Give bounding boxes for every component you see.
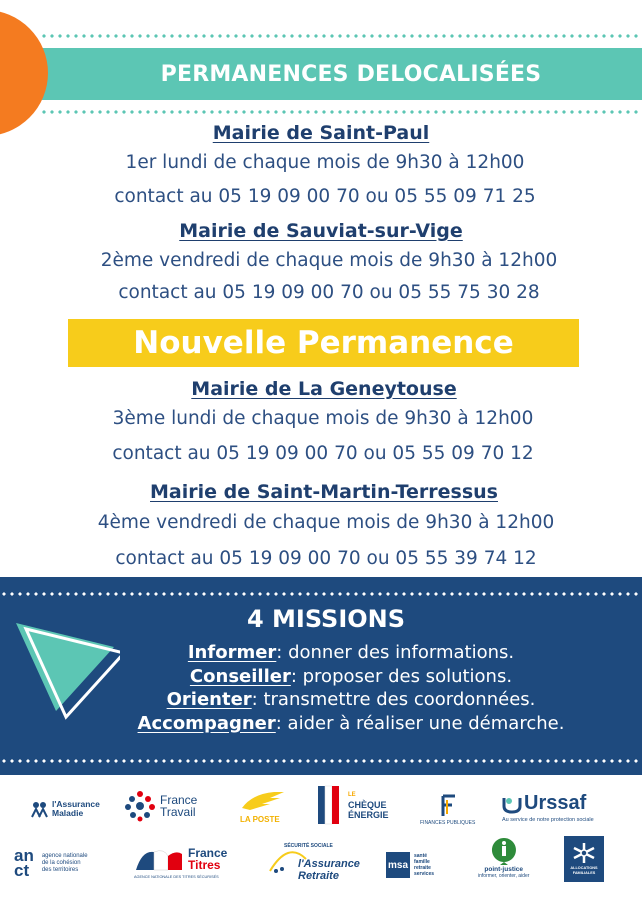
logo-text: ct bbox=[14, 861, 30, 880]
permanence-saint-paul bbox=[0, 120, 642, 214]
assurance-maladie-logo bbox=[30, 800, 100, 818]
anct-logo bbox=[14, 848, 88, 878]
permanence-sauviat bbox=[0, 218, 642, 308]
mission-description: : proposer des solutions. bbox=[290, 665, 513, 687]
mission-keyword: Orienter bbox=[166, 689, 252, 710]
france-titres-logo bbox=[134, 846, 227, 879]
dotted-divider-white-bottom bbox=[0, 759, 642, 763]
permanence-la-geneytouse bbox=[0, 376, 642, 472]
logo-text: agence nationale bbox=[41, 852, 88, 859]
logo-text: l'Assurance bbox=[298, 858, 360, 870]
allocations-familiales-logo bbox=[564, 836, 604, 882]
header-band bbox=[40, 48, 642, 100]
page-title: PERMANENCES DELOCALISÉES bbox=[160, 61, 542, 87]
logo-text: FAMILIALES bbox=[572, 871, 596, 875]
mission-keyword: Conseiller bbox=[189, 665, 291, 687]
logo-text: CHÈQUE bbox=[348, 800, 387, 810]
assurance-maladie-icon bbox=[30, 800, 50, 818]
town-name: Mairie de Saint-Paul bbox=[212, 122, 430, 144]
urssaf-icon bbox=[502, 794, 522, 814]
urssaf-logo bbox=[502, 792, 594, 823]
partner-logos bbox=[0, 778, 642, 910]
schedule-text: 1er lundi de chaque mois de 9h30 à 12h00 bbox=[125, 152, 525, 173]
logo-tagline: AGENCE NATIONALE DES TITRES SÉCURISÉS bbox=[134, 875, 219, 879]
logo-text: SÉCURITÉ SOCIALE bbox=[284, 843, 333, 849]
dotted-divider-top bbox=[40, 34, 642, 38]
logo-text: France bbox=[160, 793, 198, 807]
new-permanence-label: Nouvelle Permanence bbox=[133, 325, 514, 361]
point-justice-logo bbox=[478, 836, 529, 879]
mission-description: : aider à réaliser une démarche. bbox=[275, 712, 565, 734]
new-permanence-banner bbox=[68, 319, 579, 367]
missions-section bbox=[0, 577, 642, 775]
orange-circle-decoration bbox=[0, 10, 48, 136]
mission-keyword: Accompagner bbox=[137, 712, 276, 734]
mission-item bbox=[60, 712, 642, 736]
caf-snowflake-icon bbox=[572, 842, 596, 864]
town-name: Mairie de Sauviat-sur-Vige bbox=[179, 220, 463, 242]
contact-text: contact au 05 19 09 00 70 ou 05 55 75 30 28 bbox=[118, 282, 540, 303]
mission-description: : transmettre des coordonnées. bbox=[251, 689, 536, 710]
town-name: Mairie de Saint-Martin-Terressus bbox=[150, 481, 498, 503]
cheque-energie-logo bbox=[316, 784, 389, 826]
point-justice-icon bbox=[490, 836, 518, 866]
logo-text: msa bbox=[386, 852, 410, 878]
logo-text: des territoires bbox=[41, 866, 79, 873]
france-travail-logo bbox=[124, 790, 197, 822]
france-travail-icon bbox=[124, 790, 156, 822]
dotted-divider-bottom bbox=[40, 110, 642, 114]
logo-text: point-justice bbox=[484, 866, 524, 873]
logo-text: an bbox=[14, 846, 34, 865]
mission-item bbox=[60, 665, 642, 689]
dotted-divider-white-top bbox=[0, 592, 642, 596]
finances-publiques-logo bbox=[420, 794, 475, 826]
france-titres-flag-icon bbox=[134, 846, 184, 872]
permanence-saint-martin bbox=[0, 479, 642, 577]
logo-tagline: Au service de notre protection sociale bbox=[502, 817, 594, 823]
logo-text: Urssaf bbox=[524, 792, 587, 814]
mission-description: : donner des informations. bbox=[276, 642, 515, 663]
logo-text: famille bbox=[414, 859, 430, 865]
assurance-retraite-logo bbox=[266, 840, 360, 882]
town-name: Mairie de La Geneytouse bbox=[191, 378, 457, 400]
contact-text: contact au 05 19 09 00 70 ou 05 55 09 71 25 bbox=[114, 186, 536, 207]
la-poste-logo bbox=[240, 790, 286, 824]
schedule-text: 3ème lundi de chaque mois de 9h30 à 12h00 bbox=[112, 408, 534, 429]
mission-item bbox=[60, 688, 642, 712]
logo-text: LA POSTE bbox=[240, 815, 280, 824]
logo-text: France bbox=[188, 846, 228, 860]
schedule-text: 4ème vendredi de chaque mois de 9h30 à 12h00 bbox=[97, 512, 555, 533]
logo-text: l'Assurance bbox=[52, 799, 100, 809]
schedule-text: 2ème vendredi de chaque mois de 9h30 à 12h00 bbox=[100, 250, 558, 271]
logo-text: FINANCES PUBLIQUES bbox=[420, 820, 476, 826]
logo-text: retraite bbox=[414, 865, 431, 871]
contact-text: contact au 05 19 09 00 70 ou 05 55 39 74 12 bbox=[115, 548, 537, 569]
missions-title: 4 MISSIONS bbox=[246, 605, 406, 633]
marianne-icon bbox=[316, 784, 342, 826]
logo-text: Travail bbox=[160, 805, 196, 819]
logo-text: ÉNERGIE bbox=[348, 810, 389, 820]
logo-text: de la cohésion bbox=[41, 859, 81, 866]
logo-text: Retraite bbox=[298, 870, 339, 882]
msa-logo bbox=[386, 852, 434, 878]
mission-item bbox=[60, 641, 642, 665]
logo-text: ALLOCATIONS bbox=[570, 866, 598, 870]
finances-publiques-icon bbox=[437, 794, 459, 818]
contact-text: contact au 05 19 09 00 70 ou 05 55 09 70 12 bbox=[112, 443, 534, 464]
logo-text: LE bbox=[348, 792, 356, 798]
mission-keyword: Informer bbox=[187, 642, 277, 663]
missions-list bbox=[0, 641, 642, 735]
logo-text: santé bbox=[414, 853, 428, 859]
logo-text: Titres bbox=[188, 858, 221, 872]
la-poste-bird-icon bbox=[240, 790, 286, 814]
logo-text: Maladie bbox=[52, 808, 84, 818]
logo-text: services bbox=[414, 871, 435, 877]
logo-tagline: informer, orienter, aider bbox=[478, 873, 530, 879]
